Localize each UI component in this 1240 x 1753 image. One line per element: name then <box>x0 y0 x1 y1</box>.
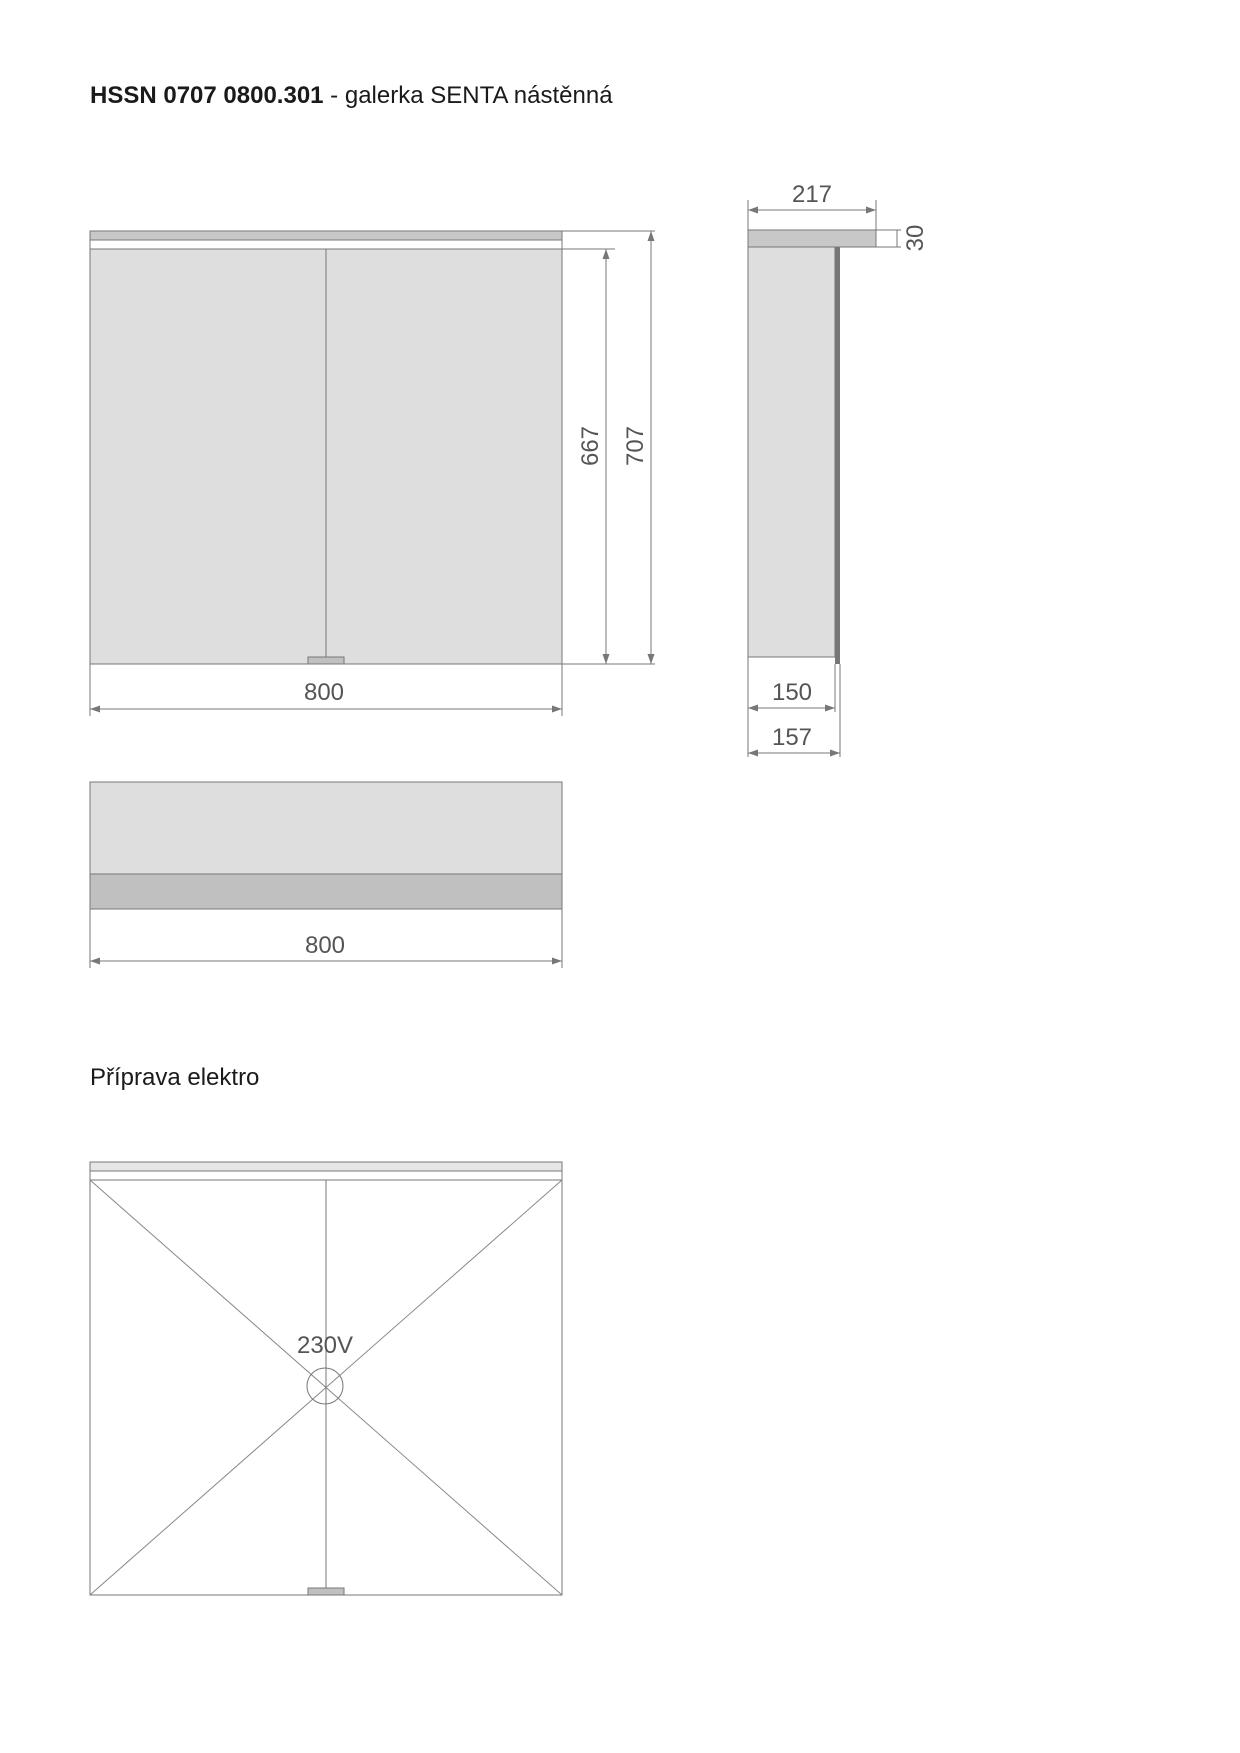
front-view <box>90 231 655 716</box>
top-view-body <box>90 782 562 874</box>
dim-label-707: 707 <box>622 425 649 467</box>
top-view-strip <box>90 874 562 909</box>
electro-top-strip <box>90 1162 562 1171</box>
front-top-strip <box>90 231 562 240</box>
top-view <box>90 782 562 968</box>
front-door-left <box>90 249 326 664</box>
front-door-right <box>326 249 562 664</box>
side-view <box>748 181 929 757</box>
dim-label-800-front: 800 <box>303 679 345 706</box>
front-top-gap <box>90 240 562 249</box>
side-body <box>748 247 835 657</box>
electro-label: 230V <box>296 1332 354 1359</box>
section-title: Příprava elektro <box>90 1064 260 1091</box>
dim-label-157: 157 <box>771 724 813 751</box>
electro-view <box>90 1162 562 1595</box>
product-description: - galerka SENTA nástěnná <box>323 82 613 109</box>
dim-label-800-top: 800 <box>304 932 346 959</box>
product-code: HSSN 0707 0800.301 <box>90 82 324 109</box>
dim-label-667: 667 <box>577 425 604 467</box>
dim-label-217: 217 <box>791 181 833 208</box>
dim-label-150: 150 <box>771 679 813 706</box>
side-door <box>835 247 840 664</box>
side-top-strip <box>748 230 876 247</box>
electro-switch <box>308 1588 344 1595</box>
electro-top-gap <box>90 1171 562 1180</box>
dim-label-30: 30 <box>902 224 929 252</box>
front-switch <box>308 657 344 664</box>
